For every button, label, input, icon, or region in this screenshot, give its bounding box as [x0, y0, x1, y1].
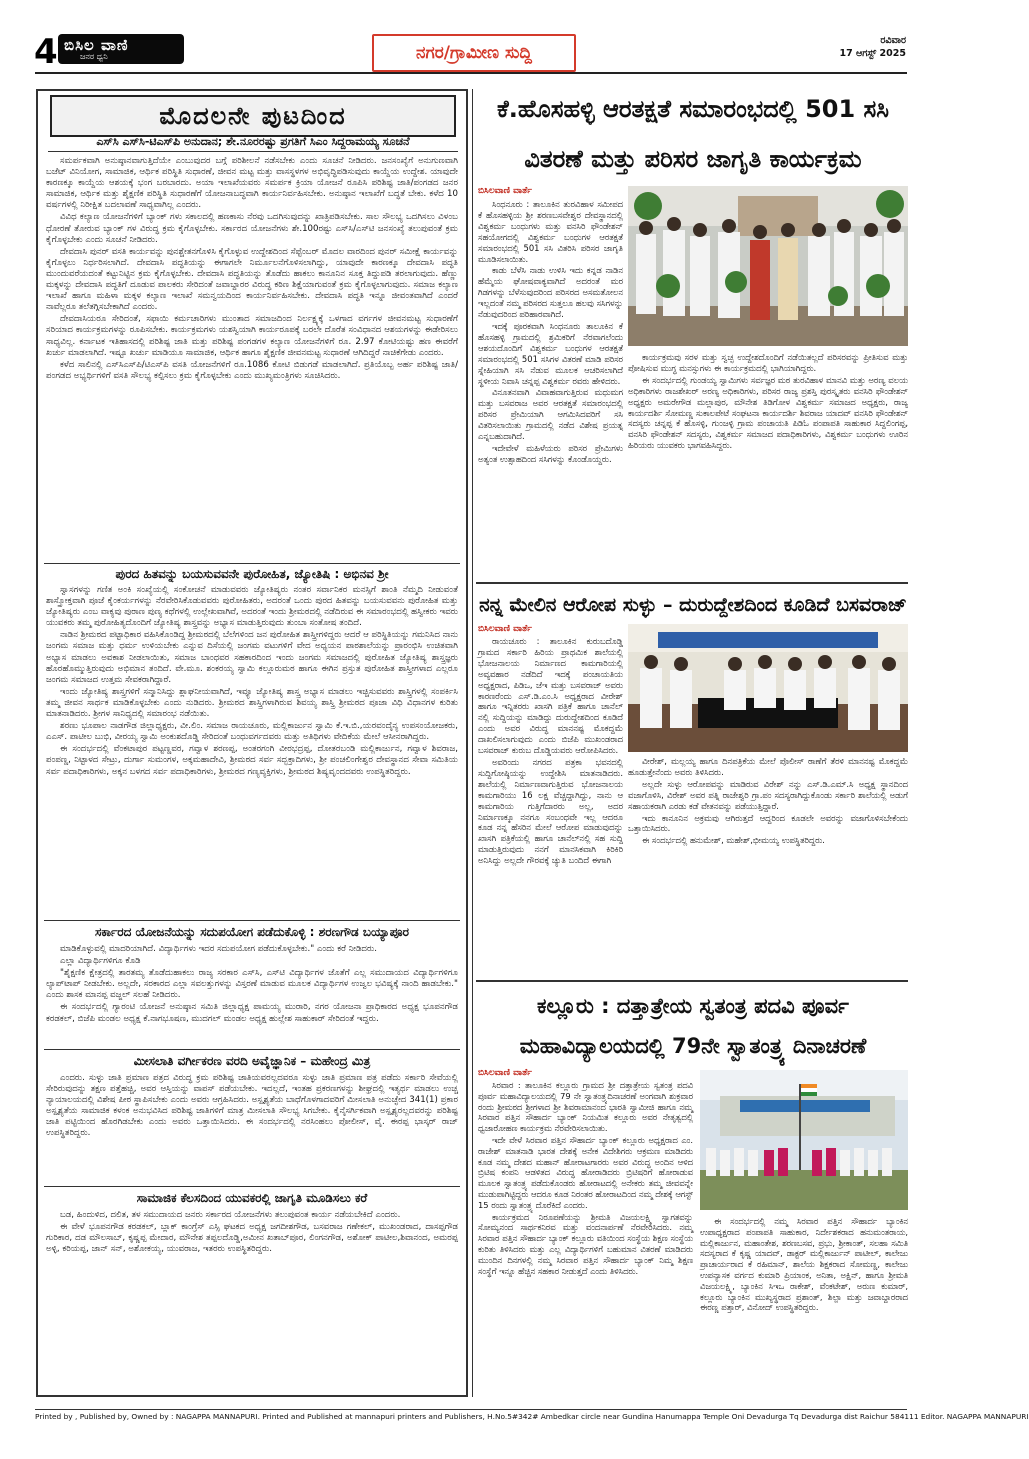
wedding-photo	[628, 186, 908, 346]
paragraph: ಕಳೆದ ಸಾಲಿನಲ್ಲಿ ಎಸ್‌ಸಿಎಸ್‌ಪಿ/ಟಿಎಸ್‌ಪಿ ವಸತಿ ಯೋಜನೆಗಳಿಗೆ ರೂ.1086 ಕೋಟಿ ಬಿಡುಗಡೆ ಮಾಡಲಾಗಿದೆ. ಪ್ರತಿಯೊಬ್ಬ ಅರ್ಹ ಪರಿಶಿಷ್ಟ ಜಾತಿ/ಪಂಗಡದ ಅಭ್ಯರ್ಥಿಗಳಿಗೆ ವಸತಿ ಸೌಲಭ್ಯ ಕಲ್ಪಿಸಲು ಕ್ರಮ ಕೈಗೊಳ್ಳಬೇಕು ಎಂದು ಮುಖ್ಯಮಂತ್ರಿಗಳು ಸೂಚಿಸಿದರು.	[46, 359, 458, 381]
paragraph: ಸಮರ್ಪಕವಾಗಿ ಅನುಷ್ಠಾನವಾಗುತ್ತಿದೆಯೇ ಎಂಬುವುದರ ಬಗ್ಗೆ ಪರಿಶೀಲನೆ ನಡೆಸಬೇಕು ಎಂದು ಸೂಚನೆ ನೀಡಿದರು. ಜನಸಂಖ್ಯೆಗೆ ಅನುಗುಣವಾಗಿ ಬಜೆಟ್ ವಿನಿಯೋಗ, ಸಾಮಾಜಿಕ, ಆರ್ಥಿಕ ಪರಿಸ್ಥಿತಿ ಸುಧಾರಣೆ, ಜೀವನ ಮಟ್ಟ ಮತ್ತು ವಾಸಸ್ಥಳಗಳ ಅಭಿವೃದ್ಧಿಪಡಿಸುವುದು ಕಾಯ್ದೆಯ ಉದ್ದೇಶ. ಯಾವುದೇ ಕಾರಣಕ್ಕೂ ಕಾಯ್ದೆಯ ಆಶಯಕ್ಕೆ ಭಂಗ ಬರಬಾರದು. ಅಯಾ ಇಲಾಖೆಯವರು ಸಮರ್ಪಕ ಕ್ರಿಯಾ ಯೋಜನೆ ರೂಪಿಸಿ ಪರಿಶಿಷ್ಟ ಜಾತಿ/ಪಂಗಡದ ಜನರ ಸಾಮಾಜಿಕ, ಆರ್ಥಿಕ ಮತ್ತು ಶೈಕ್ಷಣಿಕ ಪರಿಸ್ಥಿತಿ ಸುಧಾರಣೆಗೆ ಯೋಜನಾಬದ್ಧವಾಗಿ ಕಾರ್ಯನಿರ್ವಹಿಸಬೇಕು. ಅನುಷ್ಠಾನ ಇಲಾಖೆಗೆ ಬದ್ಧತೆ ಬೇಕು. ಕಳೆದ 10 ವರ್ಷಗಳಲ್ಲಿ ನಿರೀಕ್ಷಿತ ಬದಲಾವಣೆ ಸಾಧ್ಯವಾಗಿಲ್ಲ ಎಂದರು.	[46, 156, 458, 211]
paragraph: ಈ ಸಂದರ್ಭದಲ್ಲಿ ನಮ್ಮ ಸಿರವಾರ ಪತ್ತಿನ ಸೌಹಾರ್ದ ಬ್ಯಾಂಕಿನ ಉಪಾಧ್ಯಕ್ಷರಾದ ಪಂಪಾಪತಿ ಸಾಹುಕಾರ, ನಿರ್ದೇಶಕರಾದ ಹನುಮಂತರಾಯ, ಮಲ್ಲಿಕಾರ್ಜುನ, ಮಹಾಂತೇಶ, ಶರಣಬಸವ, ಪ್ರಭು, ಶ್ರೀಕಾಂತ್, ಸಲಹಾ ಸಮಿತಿ ಸದಸ್ಯರಾದ ಕೆ ಕೃಷ್ಣ ಯಾದವ್, ಡಾಕ್ಟರ್ ಮಲ್ಲಿಕಾರ್ಜುನ್ ಪಾಟೀಲ್, ಕಾಲೇಜು ಪ್ರಾಚಾರ್ಯರಾದ ಕೆ ರಹಿಮಾನ್, ಶಾಲೆಯ ಶಿಕ್ಷಕರಾದ ಸೋಮಣ್ಣ, ಕಾಲೇಜು ಉಪನ್ಯಾಸಕ ವರ್ಗದ ಕುಮಾರಿ ಪ್ರಿಯಾಂಕ, ಅನಿತಾ, ಅಕ್ಷಿನ್, ಹಾಗೂ ಶ್ರೀಮತಿ ವಿಜಯಲಕ್ಷ್ಮಿ, ಬ್ಯಾಂಕಿನ ಸಿಇಒ ರಾಕೇಶ್, ವೆಂಕಟೇಶ್, ಅರುಣ ಕುಮಾರ್, ಕಲ್ಲೂರು ಬ್ಯಾಂಕಿನ ಮುಖ್ಯಸ್ಥರಾದ ಪ್ರಶಾಂತ್, ಶಿಲ್ಪಾ ಮತ್ತು ಜವಾಬ್ದಾರರಾದ ಈರಣ್ಣ ಪತ್ತಾರ್, ವಿನೋದ್ ಉಪಸ್ಥಿತರಿದ್ದರು.	[700, 1216, 908, 1313]
paragraph: ಈ ಸಂದರ್ಭದಲ್ಲಿ ಹನುಮೇಶ್, ಮಹೇಶ್,ಭೀಮಯ್ಯ ಉಪಸ್ಥಿತರಿದ್ದರು.	[642, 835, 825, 846]
paragraph: ದೇವದಾಸಿಯರೂ ಸೇರಿದಂತೆ, ಸಫಾಯಿ ಕರ್ಮಚಾರಿಗಳು ಮುಂತಾದ ಸಮಾಜದಿಂದ ನಿರ್ಲಕ್ಷ್ಯಕ್ಕೆ ಒಳಗಾದ ವರ್ಗಗಳ ಜೀವನಮಟ್ಟ ಸುಧಾರಣೆಗೆ ಸರಿಯಾದ ಕಾರ್ಯಕ್ರಮಗಳನ್ನು ರೂಪಿಸಬೇಕು. ಕಾರ್ಯಕ್ರಮಗಳು ಯಶಸ್ವಿಯಾಗಿ ಕಾರ್ಯರೂಪಕ್ಕೆ ಬರಲೇ ದೊರೆತ ಸಂವಿಧಾನದ ಆಶಯಗಳನ್ನು ಈಡೇರಿಸಲು ಸಾಧ್ಯವಿಲ್ಲ. ಕರ್ನಾಟಕ ಇತಿಹಾಸದಲ್ಲಿ ಪರಿಶಿಷ್ಟ ಜಾತಿ ಮತ್ತು ಪರಿಶಿಷ್ಟ ಪಂಗಡಗಳ ಕಲ್ಯಾಣ ಯೋಜನೆಗಳಿಗೆ ರೂ. 2.97 ಕೋಟಿಯಷ್ಟು ಹಣ ಈವರೆಗೆ ಖರ್ಚು ಮಾಡಲಾಗಿದೆ. ಇಷ್ಟೂ ಖರ್ಚು ಮಾಡಿಯೂ ಸಾಮಾಜಿಕ, ಆರ್ಥಿಕ ಹಾಗೂ ಶೈಕ್ಷಣಿಕ ಜೀವನಮಟ್ಟ ಸುಧಾರಣೆ ಆಗಿದಿದ್ದರೆ ನಾಚಿಕೆಗೇಡು ಎಂದರು.	[46, 314, 458, 358]
story4-body	[46, 1073, 458, 1181]
paragraph: ವೀರೇಶ್, ಮಲ್ಲಯ್ಯ ಹಾಗೂ ದಿನಪತ್ರಿಕೆಯ ಮೇಲೆ ಪೊಲೀಸ್ ಠಾಣೆಗೆ ತೆರಳಿ ಮಾನನಷ್ಟ ಮೊಕದ್ದಮೆ ಹೂಡುತ್ತೇನೆಂದು ಅವರು ತಿಳಿಸಿದರು.	[628, 756, 908, 777]
left-banner: ಮೊದಲನೇ ಪುಟದಿಂದ	[50, 95, 456, 137]
masthead	[58, 34, 184, 64]
story2-body	[46, 585, 458, 915]
paragraph: ಸಿಂಧನೂರು : ತಾಲೂಕಿನ ತುರವಿಹಾಳ ಸಮೀಪದ ಕೆ ಹೊಸಹಳ್ಳಿಯ ಶ್ರೀ ಶರಣಬಸವೇಶ್ವರ ದೇವಸ್ಥಾನದಲ್ಲಿ ವಿಶ್ವಕರ್ಮ ಬಂಧುಗಳು ಮತ್ತು ವನಸಿರಿ ಫೌಂಡೇಶನ್ ಸಹಯೋಗದಲ್ಲಿ ವಿಶ್ವಕರ್ಮ ಬಂಧುಗಳ ಆರತಕ್ಷತೆ ಸಮಾರಂಭದಲ್ಲಿ 501 ಸಸಿ ವಿತರಿಸಿ ಪರಿಸರ ಜಾಗೃತಿ ಮೂಡಿಸಲಾಯಿತು.	[478, 199, 623, 264]
divider	[44, 1049, 460, 1050]
paragraph: ಈ ವೇಳೆ ಭೂಪನಗೌಡ ಕರಡಕಲ್, ಬ್ಲಾಕ್ ಕಾಂಗ್ರೆಸ್ ಎಸ್ಸಿ ಘಟಕದ ಅಧ್ಯಕ್ಷ ಜಗದೀಶಗೌಡ, ಬಸವರಾಜ ಗಣೇಕಲ್, ಮುಖಂಡರಾದ, ದಾಸಪ್ಪಗೌಡ ಗುರಿಕಾರ, ದಡ ಮೌಲಸಾಬ್, ಕೃಷ್ಣಪ್ಪ ಮೇದಾರ, ಮೌನೇಶ ತಪ್ಪಲದೊಡ್ಡಿ,ಅಮೀನ ಖತಾಬ್‌ಪೂರ, ಲಿಂಗನಗೌಡ, ಅಶೋಕ್ ಪಾಟೀಲ,ಶಿವಾನಂದ, ಅಮರಪ್ಪ ಅಳ್ಳಿ, ಕರಿಯಪ್ಪ, ಜಾನ್ ಸನ್, ಅಶೋಕಯ್ಯ, ಯುವರಾಜ, ಇತರರು ಉಪಸ್ಥಿತರಿದ್ದರು.	[46, 1222, 458, 1255]
story4-headline: ಮೀಸಲಾತಿ ವರ್ಗೀಕರಣ ವರದಿ ಅವೈಜ್ಞಾನಿಕ – ಮಹೇಂದ್ರ ಮಿತ್ರ	[133, 1054, 371, 1068]
paragraph: ಕಾರ್ಯಕ್ರಮವು ಸರಳ ಮತ್ತು ಸ್ವಚ್ಛ ಉದ್ದೇಶದೊಂದಿಗೆ ನಡೆಯಿತಲ್ಲದೆ ಪರಿಸರವನ್ನು ಪ್ರೀತಿಸುವ ಮತ್ತು ಪೋಷಿಸುವ ಮುಗ್ಧ ಮನಸ್ಸುಗಳು ಈ ಕಾರ್ಯಕ್ರಮದಲ್ಲಿ ಭಾಗಿಯಾಗಿದ್ದರು.	[628, 352, 908, 373]
paragraph: ಮಾಡಿಕೊಳ್ಳುವಲ್ಲಿ ಮಾದರಿಯಾಗಿದೆ. ವಿದ್ಯಾರ್ಥಿಗಳು ಇದರ ಸದುಪಯೋಗ ಪಡೆದುಕೊಳ್ಳಬೇಕು." ಎಂದು ಕರೆ ನೀಡಿದರು.	[60, 944, 377, 954]
paragraph: ನಾಡಿನ ಶ್ರೀಮಠದ ಪಟ್ಟಾಧಿಕಾರ ವಹಿಸಿಕೊಂಡಿದ್ದ ಶ್ರೀಮಠದಲ್ಲಿ ಬೆಲೆಗಳಿಂದ ಜನ ಪುರೋಹಿತ ಶಾಸ್ತ್ರೀಗಳಿದ್ದರು ಆದರೆ ಆ ಪರಿಸ್ಥಿತಿಯನ್ನು ಗಮನಿಸಿದ ನಾನು ಜಂಗಮ ಸಮಾಜ ಮತ್ತು ಧರ್ಮ ಉಳಿಯಬೇಕು ಎನ್ನುವ ದಿಸೆಯಲ್ಲಿ ಜಂಗಮ ವಟುಗಳಿಗೆ ವೇದ ಅಧ್ಯಯನ ಪಾಠಶಾಲೆಯನ್ನು ಪ್ರಾರಂಭಿಸಿ ಉಚಿತವಾಗಿ ಅಭ್ಯಾಸ ಮಾಡಲು ಅವಕಾಶ ನೀಡಲಾಯಿತು, ಸಮಾಜ ಬಾಂಧವರ ಸಹಕಾರದಿಂದ ಇಂದು ಜಂಗಮ ಸಮಾಜದಲ್ಲಿ ಪುರೋಹಿತ ಜ್ಯೋತಿಷ್ಯ ಶಾಸ್ತ್ರಜ್ಞರು ಹೊರಹೊಮ್ಮುತ್ತಿರುವುದು ಅಭಿಮಾನ ತಂದಿದೆ. ವೇ.ಮೂ. ಶಂಕರಯ್ಯ ಸ್ವಾಮಿ ಕಲ್ಲೂರುಮಠ ಹಾಗೂ ಈಗಿನ ಪ್ರಸ್ತುತ ಪುರೋಹಿತ ಶಾಸ್ತ್ರೀಗಳಾದ ಎಲ್ಲರೂ ಜಂಗಮ ಸಮಾಜದ ಉತ್ತಮ ಸೇವಕರಾಗಿದ್ದಾರೆ.	[46, 630, 458, 685]
paragraph: ಬಡ, ಹಿಂದುಳಿದ, ದಲಿತ, ತಳ ಸಮುದಾಯದ ಜನರು ಸರ್ಕಾರದ ಯೋಜನೆಗಳು ತಲುಪುವಂತ ಕಾರ್ಯ ನಡೆಯಬೇಕಿದೆ ಎಂದರು.	[60, 1210, 401, 1220]
paragraph: ಎಲ್ಲಾ ವಿದ್ಯಾರ್ಥಿಗಳಿಗೂ ಕೊಡಿ	[60, 956, 141, 967]
paragraph: ಅಲ್ಲದೇ ಸುಳ್ಳು ಆರೋಪವನ್ನು ಮಾಡಿರುವ ವಿರೇಶ್ ನನ್ನು ಎಸ್.ಡಿ.ಎಮ್.ಸಿ ಅಧ್ಯಕ್ಷ ಸ್ಥಾನದಿಂದ ವಜಾಗೊಳಿಸಿ, ವಿರೇಶ್ ಅವರ ಪತ್ನಿ ರಾಜೇಶ್ವರಿ ಗ್ರಾ.ಪಂ ಸದಸ್ಯರಾಗಿದ್ದುಕೊಂಡು ಸರ್ಕಾರಿ ಶಾಲೆಯಲ್ಲಿ ಅಡುಗೆ ಸಹಾಯಕರಾಗಿ ಎರಡು ಕಡೆ ವೇತನವನ್ನು ಪಡೆಯುತ್ತಿದ್ದಾರೆ.	[628, 778, 908, 811]
wedding-photo-illustration	[628, 186, 908, 346]
paragraph: ಇದೇ ವೇಳೆ ಸಿರವಾರ ಪತ್ತಿನ ಸೌಹಾರ್ದ ಬ್ಯಾಂಕ್ ಕಲ್ಲೂರು ಅಧ್ಯಕ್ಷರಾದ ಎಂ. ರಾಜೇಶ್ ಮಾತನಾಡಿ ಭಾರತ ದೇಶಕ್ಕೆ ಅನೇಕ ವಿದೇಶಿಗರು ಆಕ್ರಮಣ ಮಾಡಿದರು ಕೂಡ ನಮ್ಮ ದೇಶದ ಮಹಾನ್ ಹೋರಾಟಗಾರರು ಅವರ ವಿರುದ್ಧ ಅಂದಿನ ಆಳಿದ ಬ್ರಿಟಿಷ ಕಂಪನಿ ಆಡಳಿತದ ವಿರುದ್ಧ ಹೋರಾಡಿದರು ಬ್ರಿಟಿಷರಿಗೆ ಹೋರಾಡುವ ಮೂಲಕ ಸ್ವಾತಂತ್ರ್ಯ ಪಡೆದುಕೊಂಡರು ಹೋರಾಟದಲ್ಲಿ ಅನೇಕರು ತಮ್ಮ ಜೀವವನ್ನೇ ಮುಡುಪಾಗಿಟ್ಟಿದ್ದರು ಆದರೂ ಕೂಡ ನಿರಂತರ ಹೋರಾಟದಿಂದ ನಮ್ಮ ದೇಶಕ್ಕೆ ಆಗಸ್ಟ್ 15 ರಂದು ಸ್ವಾತಂತ್ರ್ಯ ದೊರೆಕಿದೆ ಎಂದರು.	[478, 1134, 693, 1210]
right-story2-col2	[628, 756, 908, 974]
paragraph: ಅವರಿಂದು ನಗರದ ಪತ್ರಕಾ ಭವನದಲ್ಲಿ ಸುದ್ದಿಗೋಷ್ಠಿಯನ್ನು ಉದ್ದೇಶಿಸಿ ಮಾತನಾಡಿದರು. ಶಾಲೆಯಲ್ಲಿ ನಿರ್ಮಾಣವಾಗುತ್ತಿರುವ ಭೋಜನಾಲಯ ಕಾಮಗಾರಿಯು 16 ಲಕ್ಷ ವೆಚ್ಚದ್ದಾಗಿದ್ದು, ನಾನು ಆ ಕಾಮಗಾರಿಯ ಗುತ್ತಿಗೆದಾರರು ಅಲ್ಲ, ಅದರ ನಿರ್ಮಾಣಕ್ಕೂ ನನಗೂ ಸಂಬಂಧವೇ ಇಲ್ಲ ಆದರೂ ಕೂಡ ನನ್ನ ಹೆಸರಿನ ಮೇಲೆ ಆರೋಪ ಮಾಡುವುದನ್ನು ಖಾಸಗಿ ಪತ್ರಿಕೆಯಲ್ಲಿ ಹಾಗೂ ಚಾನೆಲ್‌ನಲ್ಲಿ ಸಹ ಸುದ್ದಿ ಮಾಡುತ್ತಿರುವುದು ನನಗೆ ಮಾನಸಿಕವಾಗಿ ಕಿರಿಕಿರಿ ಅನಿಸಿದ್ದು ಅಲ್ಲದೇ ಗೌರವಕ್ಕೆ ಚ್ಯುತಿ ಬಂದಿದೆ ಈಗಾಗಿ	[478, 756, 623, 866]
divider	[44, 563, 460, 564]
divider	[476, 582, 908, 584]
right-story3-headline-line2: ಮಹಾವಿದ್ಯಾಲಯದಲ್ಲಿ 79ನೇ ಸ್ವಾತಂತ್ರ್ಯ ದಿನಾಚರಣೆ	[519, 1034, 867, 1058]
flag-hoisting-photo	[700, 1070, 908, 1210]
section-title: ನಗರ/ಗ್ರಾಮೀಣ ಸುದ್ದಿ	[372, 34, 576, 72]
divider	[44, 920, 460, 921]
right-story1-byline: ಬಿಸಿಲವಾಣಿ ವಾರ್ತೆ	[478, 186, 532, 196]
paragraph: ಎಂದರು. ಸುಳ್ಳು ಜಾತಿ ಪ್ರಮಾಣ ಪತ್ರದ ವಿರುದ್ಧ ಕ್ರಮ ಪರಿಶಿಷ್ಟ ಜಾತಿಯವರಲ್ಲದವರೂ ಸುಳ್ಳು ಜಾತಿ ಪ್ರಮಾಣ ಪತ್ರ ಪಡೆದು ಸರ್ಕಾರಿ ಸೇವೆಯಲ್ಲಿ ಸೇರಿರುವುದನ್ನು ತಕ್ಷಣ ಪತ್ತೆಹಚ್ಚಿ, ಅವರ ಆಸ್ತಿಯನ್ನು ವಾಪಸ್ ಪಡೆಯಬೇಕು. ಇದಲ್ಲದೆ, ಇಂತಹ ಪ್ರಕರಣಗಳನ್ನು ಶೀಘ್ರದಲ್ಲಿ ಇತ್ಯರ್ಥ ಮಾಡಲು ಉಚ್ಚ ನ್ಯಾಯಾಲಯದಲ್ಲಿ ವಿಶೇಷ ಪೀಠ ಸ್ಥಾಪಿಸಬೇಕು ಎಂದು ಅವರು ಆಗ್ರಹಿಸಿದರು. ಅಸ್ಪೃಶ್ಯತೆಯ ಬಾಧೆಗೊಳಗಾದವರಿಗೆ ಮೀಸಲಾತಿ ಅನುಚ್ಛೇದ 341(1) ಪ್ರಕಾರ ಅಸ್ಪೃಶ್ಯತೆಯ ಸಾಮಾಜಿಕ ಕಳಂಕ ಅನುಭವಿಸಿದ ಪರಿಶಿಷ್ಟ ಜಾತಿಗಳಿಗೆ ಮಾತ್ರ ಮೀಸಲಾತಿ ಸೌಲಭ್ಯ ಸಿಗಬೇಕು. ಕೈನೈಸರ್ಗಿಕವಾಗಿ ಅಸ್ಪೃಶ್ಯರಲ್ಲದವರನ್ನು ಪರಿಶಿಷ್ಟ ಜಾತಿ ಪಟ್ಟಿಯಿಂದ ಹೊರಗಿಡಬೇಕು ಎಂದು ಅವರು ಒತ್ತಾಯಿಸಿದರು. ಈ ಸಂದರ್ಭದಲ್ಲಿ ನರಸಿಂಹಲು ಪೋಲೀಸ್, ವೈ. ಈರಪ್ಪ ಭಾಸ್ಕರ್ ರಾಜ್ ಉಪಸ್ಥಿತರಿದ್ದರು.	[46, 1073, 458, 1139]
column-divider	[472, 89, 473, 1397]
story2-headline: ಪುರದ ಹಿತವನ್ನು ಬಯಸುವವನೇ ಪುರೋಹಿತ, ಜ್ಯೋತಿಷಿ : ಅಭಿನವ ಶ್ರೀ	[115, 567, 389, 581]
header-rule	[35, 72, 907, 74]
paragraph: ಸ್ವಾಸಗಳನ್ನು ಗಣಿತ ಅಂಕಿ ಸಂಖ್ಯೆಯಲ್ಲಿ ಸಂಕೋಚನೆ ಮಾಡುವವರು ಜ್ಯೋತಿಷ್ಯರು ನಂತರ ಸರ್ವಾನಿಕರ ಮನಸ್ಸಿಗೆ ಶಾಂತಿ ನೆಮ್ಮದಿ ನೀಡುವಂತೆ ಶಾಸ್ತ್ರೋಕ್ತವಾಗಿ ಪೂಜೆ ಕೈಂಕರ್ಯಗಳನ್ನು ನೆರವೇರಿಸಿಕೊಡುವವರು ಪುರೋಹಿತರು, ಅದರಂತೆ ಒಂದು ಪುರದ ಹಿತವನ್ನು ಬಯಸುವವನು ಪುರೋಹಿತ ಮತ್ತು ಜ್ಯೋತಿಷ್ಯರು ಎಂಬ ವಾಕ್ಯವು ಪುರಾಣ ಪುಣ್ಯ ಕಥೆಗಳಲ್ಲಿ ಉಲ್ಲೇಖವಾಗಿವೆ, ಅದರಂತೆ ಇಂದು ಶ್ರೀಮಠದಲ್ಲಿ ನಡೆದಿರುವ ಈ ಸಮಾರಂಭದಲ್ಲಿ ಹಸ್ವೀಕರು ಇವರು ಯುವಕರು ತಮ್ಮ ಪುರೋಹಿತ್ಯದೊಂದಿಗೆ ಜ್ಯೋತಿಷ್ಯ ಶಾಸ್ತ್ರವನ್ನು ಅಭ್ಯಾಸ ಮಾಡುತ್ತಿರುವುದು ತುಂಬಾ ಸಂತೋಷ ತಂದಿದೆ.	[46, 585, 458, 629]
right-story3-headline-line1: ಕಲ್ಲೂರು : ದತ್ತಾತ್ರೇಯ ಸ್ವತಂತ್ರ ಪದವಿ ಪೂರ್ವ	[537, 994, 849, 1018]
date-block	[812, 34, 906, 60]
paragraph: ಇದಕ್ಕೆ ಪೂರಕವಾಗಿ ಸಿಂಧನೂರು ತಾಲೂಕಿನ ಕೆ ಹೊಸಹಳ್ಳಿ ಗ್ರಾಮದಲ್ಲಿ ಶ್ರಮಿಕರಿಗೆ ನೆರವಾಗಲೆಂದು ಆಶಯದೊಂದಿಗೆ ವಿಶ್ವಕರ್ಮ ಬಂಧುಗಳ ಆರತಕ್ಷತೆ ಸಮಾರಂಭದಲ್ಲಿ 501 ಸಸಿಗಳ ವಿತರಣೆ ಮಾಡಿ ಪರಿಸರ ಸ್ನೇಹಿಯಾಗಿ ಸಸಿ ನೆಡುವ ಮೂಲಕ ಆಚರಿಸಲಾಗಿದೆ ಸ್ಥಳೀಯ ನಿವಾಸಿ ಚನ್ನಪ್ಪ ವಿಶ್ವಕರ್ಮ ರವರು ಹೇಳಿದರು.	[478, 320, 623, 386]
right-story2-headline: ನನ್ನ ಮೇಲಿನ ಆರೋಪ ಸುಳ್ಳು – ದುರುದ್ದೇಶದಿಂದ ಕೂಡಿದೆ ಬಸವರಾಜ್	[479, 594, 907, 616]
right-story1-col1	[478, 199, 623, 579]
paragraph: ಈ ಸಂದರ್ಭದಲ್ಲಿ ಗ್ಯಾರಂಟಿ ಯೋಜನೆ ಅನುಷ್ಠಾನ ಸಮಿತಿ ಜಿಲ್ಲಾಧ್ಯಕ್ಷ ಪಾಮಯ್ಯ ಮುರಾರಿ, ನಗರ ಯೋಜನಾ ಪ್ರಾಧಿಕಾರದ ಅಧ್ಯಕ್ಷ ಭೂಪನಗೌಡ ಕರಡಕಲ್, ಬಿಜೆಪಿ ಮಂಡಲ ಅಧ್ಯಕ್ಷ ಕೆ.ನಾಗಭೂಷಣ, ಮುದಗಲ್ ಮಂಡಲ ಅಧ್ಯಕ್ಷ ಹುಲ್ಲೇಶ ಸಾಹುಕಾರ್ ಸೇರಿದಂತೆ ಇದ್ದರು.	[46, 1002, 458, 1024]
story3-body	[46, 944, 458, 1044]
press-meet-photo	[628, 624, 908, 752]
right-story1-col2	[628, 352, 908, 580]
right-story1-headline-line2: ವಿತರಣೆ ಮತ್ತು ಪರಿಸರ ಜಾಗೃತಿ ಕಾರ್ಯಕ್ರಮ	[524, 145, 862, 173]
paragraph: ಈ ಸಂದರ್ಭದಲ್ಲಿ ಗುಂಡಯ್ಯ ಸ್ವಾಮಿಗಳು ಸರ್ವಜ್ಞರ ಮಠ ತುರವಿಹಾಳ ಮಾನವಿ ಮತ್ತು ಅರಣ್ಯ ವಲಯ ಅಧಿಕಾರಿಗಳು ರಾಜಶೇಖರ್ ಅರಣ್ಯ ಅಧಿಕಾರಿಗಳು, ಪರಿಸರ ರಾಜ್ಯ ಪ್ರಶಸ್ತಿ ಪುರಸ್ಕೃತರು ವನಸಿರಿ ಫೌಂಡೇಶನ್ ಅಧ್ಯಕ್ಷರು ಅಮರೇಗೌಡ ಮಲ್ಲಾಪುರ, ಮೌನೇಶ ತಿಡಿಗೋಳ ವಿಶ್ವಕರ್ಮ ಸಮಾಜದ ಅಧ್ಯಕ್ಷರು, ರಾಜ್ಯ ಕಾರ್ಯದರ್ಶಿ ಸೋಮಣ್ಣ ಸುಕಾಲಪೇಟೆ ಸಂಘಟನಾ ಕಾರ್ಯದರ್ಶಿ ಶಿವರಾಜ ಯಾದವ್ ವನಸಿರಿ ಫೌಂಡೇಶನ್ ಸದಸ್ಯರು ಚನ್ನಪ್ಪ ಕೆ ಹೊಸಳ್ಳಿ, ಗುಂಜಳ್ಳಿ ಗ್ರಾಮ ಪಂಚಾಯತಿ ಪಿಡಿಓ ಪಂಪಾಪತಿ ಸಾಹುಕಾರ ಸಿದ್ದಲಿಂಗಪ್ಪ, ವನಸಿರಿ ಫೌಂಡೇಶನ್ ಸದಸ್ಯರು, ವಿಶ್ವಕರ್ಮ ಸಮಾಜದ ಪದಾಧಿಕಾರಿಗಳು, ವಿಶ್ವಕರ್ಮ ಬಂಧುಗಳು ಊರಿನ ಹಿರಿಯರು ಯುವಕರು ಭಾಗವಹಿಸಿದ್ದರು.	[628, 374, 908, 451]
paragraph: ಈ ಸಂದರ್ಭದಲ್ಲಿ ವೆಂಕಟಾಪುರ ಪಟ್ಟಣ್ಣವರ, ಗವ್ವಾಳ ಶರಣಪ್ಪ, ಅಂತರಗಂಗಿ ವೀರಭದ್ರಪ್ಪ, ದೋತರಬಂಡಿ ಮಲ್ಲಿಕಾರ್ಜುನ, ಗವ್ವಾಳ ಶಿವರಾಜ, ಪಂಪಣ್ಣ, ನಿಟ್ಟಾಳದ ಸೇಟ್ರು, ದುರ್ಗಾ ಸುಮಂಗಳ, ಅಕ್ಕಮಹಾದೇವಿ, ಶ್ರೀಮಠದ ಸರ್ವ ಸದ್ಭಕ್ತಾದಿಗಳು, ಶ್ರೀ ಪಂಚಲಿಂಗೇಶ್ವರ ದೇವಸ್ಥಾನದ ಸೇವಾ ಸಮಿತಿಯ ಸರ್ವ ಪದಾಧಿಕಾರಿಗಳು, ಅಕ್ಕನ ಬಳಗದ ಸರ್ವ ಪದಾಧಿಕಾರಿಗಳು, ಶ್ರೀಮಠದ ಗಣ್ಯವ್ಯಕ್ತಿಗಳು, ಶ್ರೀಮಠದ ಶಿಷ್ಯವೃಂದದವರು ಉಪಸ್ಥಿತರಿದ್ದರು.	[46, 744, 458, 777]
right-story2-col1	[478, 636, 623, 976]
story5-headline: ಸಾಮಾಜಿಕ ಕೆಲಸದಿಂದ ಯುವಕರಲ್ಲಿ ಜಾಗೃತಿ ಮೂಡಿಸಲು ಕರೆ	[136, 1191, 368, 1205]
paragraph: ಇದೇವೇಳೆ ಮಹಿಳೆಯರು ಪರಿಸರ ಪ್ರೇಮಿಗಳು ಅತ್ಯಂತ ಉತ್ಸಾಹದಿಂದ ಸಸಿಗಳನ್ನು ಕೊಂಡೊಯ್ದರು.	[478, 442, 623, 464]
paragraph: ದೇವದಾಸಿ ಪುನರ್ ವಸತಿ ಕಾರ್ಯವನ್ನು ಪುನಶ್ಚೇತನಗೊಳಿಸಿ ಕೈಗೊಳ್ಳುವ ಉದ್ದೇಶದಿಂದ ಸೆಪ್ಟೆಂಬರ್ ಮೊದಲ ವಾರದಿಂದ ಪುನರ್ ಸಮೀಕ್ಷೆ ಕಾರ್ಯವನ್ನು ಕೈಗೊಳ್ಳಲು ನಿರ್ಧರಿಸಲಾಗಿದೆ. ದೇವದಾಸಿ ಪದ್ಧತಿಯನ್ನು ಈಗಾಗಲೇ ನಿರ್ಮೂಲನೆಗೊಳಿಸಲಾಗಿದ್ದು, ಯಾವುದೇ ಕಾರಣಕ್ಕೂ ದೇವದಾಸಿ ಪದ್ಧತಿ ಮುಂದುವರೆಯದಂತೆ ಕಟ್ಟುನಿಟ್ಟಿನ ಕ್ರಮ ಕೈಗೊಳ್ಳಬೇಕು. ದೇವದಾಸಿ ಪದ್ಧತಿಯನ್ನು ತೊಡೆದು ಹಾಕಲು ಕಾನೂನಿನ ಸೂಕ್ತ ತಿದ್ದುಪಡಿ ತರಲಾಗುವುದು. ಹೆಣ್ಣು ಮಕ್ಕಳನ್ನು ದೇವದಾಸಿ ಪದ್ಧತಿಗೆ ದೂಡುವ ಪಾಲಕರು ಸೇರಿದಂತೆ ಜವಾಬ್ದಾರರ ವಿರುದ್ಧ ಕಠಿಣ ಶಿಕ್ಷೆಯಾಗುವಂತೆ ಕ್ರಮ ಕೈಗೊಳ್ಳಲಾಗುವುದು. ಸಮಾಜ ಕಲ್ಯಾಣ ಇಲಾಖೆ ಹಾಗೂ ಮಹಿಳಾ ಮಕ್ಕಳ ಕಲ್ಯಾಣ ಇಲಾಖೆ ಸಮನ್ವಯದಿಂದ ಕಾರ್ಯನಿರ್ವಹಿಸಬೇಕು. ದೇವದಾಸಿ ಪದ್ಧತಿ ಇನ್ನೂ ಜೀವಂತವಾಗಿದೆ ಎಂದರೆ ನಾವೆಲ್ಲರೂ ತಲೆತಗ್ಗಿಸಬೇಕಾಗಿದೆ ಎಂದರು.	[46, 246, 458, 313]
paragraph: ವಿನೂತನವಾಗಿ ವಿವಾಹವಾಗುತ್ತಿರುವ ಮಧುಮಗ ಮತ್ತು ಬಸವರಾಜ ಅವರ ಆರತಕ್ಷತೆ ಸಮಾರಂಭದಲ್ಲಿ ಪರಿಸರ ಪ್ರೇಮಿಯಾಗಿ ಆಗಮಿಸಿದವರಿಗೆ ಸಸಿ ವಿತರಿಸಲಾಯಿತು ಗ್ರಾಮದಲ್ಲಿ ನಡೆದ ವಿಶೇಷ ಪ್ರಯತ್ನ ಎನ್ನಬಹುದಾಗಿದೆ.	[478, 387, 623, 442]
paragraph: ಸಿರವಾರ : ತಾಲೂಕಿನ ಕಲ್ಲೂರು ಗ್ರಾಮದ ಶ್ರೀ ದತ್ತಾತ್ರೇಯ ಸ್ವತಂತ್ರ ಪದವಿ ಪೂರ್ವ ಮಹಾವಿದ್ಯಾಲಯದಲ್ಲಿ 79 ನೇ ಸ್ವಾತಂತ್ರ್ಯದಿನಾಚರಣೆ ಅಂಗವಾಗಿ ಶುಕ್ರವಾರ ರಂದು ಶ್ರೀಮಠದ ಶ್ರೀಗಳಾದ ಶ್ರೀ ಶಿವರಾಮಾನಂದ ಭಾರತಿ ಸ್ವಾಮೀಜಿ ಹಾಗೂ ನಮ್ಮ ಸಿರವಾರ ಪತ್ತಿನ ಸೌಹಾರ್ದ ಬ್ಯಾಂಕ್ ನಿಯಮಿತ ಕಲ್ಲೂರು ಅವರ ನೇತೃತ್ವದಲ್ಲಿ ಧ್ವಜಾರೋಹಣ ಕಾರ್ಯಕ್ರಮ ನೆರವೇರಿಸಲಾಯಿತು.	[478, 1080, 693, 1134]
story1-body	[46, 156, 458, 559]
paragraph: ವಿವಿಧ ಕಲ್ಯಾಣ ಯೋಜನೆಗಳಿಗೆ ಬ್ಯಾಂಕ್ ಗಳು ಸಕಾಲದಲ್ಲಿ ಹಣಕಾಸು ನೆರವು ಒದಗಿಸುವುದನ್ನು ಖಾತ್ರಿಪಡಿಸಬೇಕು. ಸಾಲ ಸೌಲಭ್ಯ ಒದಗಿಸಲು ವಿಳಂಬ ಧೋರಣೆ ತೋರುವ ಬ್ಯಾಂಕ್ ಗಳ ವಿರುದ್ಧ ಕ್ರಮ ಕೈಗೊಳ್ಳಬೇಕು. ಸರ್ಕಾರದ ಯೋಜನೆಗಳು ಶೇ.100ರಷ್ಟು ಎಸ್‌ಸಿ/ಎಸ್‌ಟಿ ಜನಸಂಖ್ಯೆ ತಲುಪುವಂತೆ ಕ್ರಮ ಕೈಗೊಳ್ಳಬೇಕು ಎಂದು ಸೂಚನೆ ನೀಡಿದರು.	[46, 212, 458, 245]
divider	[476, 980, 908, 982]
paragraph: ಶರಣು ಭೂಪಾಲ ನಾಡಗೌಡ ಜಿಲ್ಲಾಧ್ಯಕ್ಷರು, ವೀ.ಲಿಂ. ಸಮಾಜ ರಾಯಚೂರು, ಮಲ್ಲಿಕಾರ್ಜುನ ಸ್ವಾಮಿ ಕೆ.ಇ.ಬಿ.,ಯರವಂದೈನ್ಯ ಉಪಸಂಯೋಜಕರು, ಎಎಸ್. ಪಾಟೀಲ ಬುಭಿ, ವೀರಯ್ಯ ಸ್ವಾಮಿ ಅಂಕುಶದೊಡ್ಡಿ ಸೇರಿದಂತೆ ಬಂಧುವರ್ಗದವರು ಮತ್ತು ಅತಿಥಿಗಳು ವೇದಿಕೆಯ ಮೇಲೆ ಆಸೀನರಾಗಿದ್ದರು.	[46, 721, 458, 743]
paragraph: ಕಾರ್ಯಕ್ರಮದ ನಿರೂಪಣೆಯನ್ನು ಶ್ರೀಮತಿ ವಿಜಯಲಕ್ಷ್ಮಿ ಸ್ವಾಗತವನ್ನು ಸೋಮ್ಯನಂದ ಸಾರ್ಥಕನಿರವ ಮತ್ತು ವಂದನಾರ್ಪಣೆ ನೆರವೇರಿಸಿದರು. ನಮ್ಮ ಸಿರವಾರ ಪತ್ತಿನ ಸೌಹಾರ್ದ ಬ್ಯಾಂಕ್ ಕಲ್ಲೂರು ವತಿಯಿಂದ ಸಂಸ್ಥೆಯ ಶಿಕ್ಷಣ ಸಂಸ್ಥೆಯ ಕುರಿತು ತಿಳಿಸಿದರು ಮತ್ತು ಎಲ್ಲ ವಿದ್ಯಾರ್ಥಿಗಳಿಗೆ ಬಹುಮಾನ ವಿತರಣೆ ಮಾಡಿದರು ಮುಂದಿನ ದಿನಗಳಲ್ಲಿ ನಮ್ಮ ಸಿರವಾರ ಪತ್ತಿನ ಸೌಹಾರ್ದ ಬ್ಯಾಂಕ್ ನಿಮ್ಮ ಶಿಕ್ಷಣ ಸಂಸ್ಥೆಗೆ ಇನ್ನೂ ಹೆಚ್ಚಿನ ಸಹಕಾರ ನೀಡುತ್ತದೆ ಎಂದು ತಿಳಿಸಿದರು.	[478, 1211, 693, 1276]
masthead-tagline: ಜನರ ಧ್ವನಿ	[80, 52, 108, 61]
paragraph: ಇದು ಕಾನೂನಿನ ಅಕ್ರಮವು ಆಗಿರುತ್ತದೆ ಆದ್ದರಿಂದ ಕೂಡಲೇ ಅವರನ್ನು ವಜಾಗೊಳಿಸಬೇಕೆಂದು ಒತ್ತಾಯಿಸಿದರು.	[628, 812, 908, 834]
imprint-footer: Printed by , Published by, Owned by : NAGAPPA MANNAPURI. Printed and Published at mannapuri printers and Publishers, H.No.5#342# Ambedkar circle near Gundina Hanumappa Temple Oni Devadurga Tq Devadurga dist Raichur 584111 Editor. NAGAPPA MANNAPURI	[35, 1409, 907, 1423]
divider	[44, 1186, 460, 1187]
flag-hoisting-illustration	[700, 1070, 908, 1210]
right-story2-byline: ಬಿಸಿಲವಾಣಿ ವಾರ್ತೆ	[478, 624, 532, 634]
right-story3-byline: ಬಿಸಿಲವಾಣಿ ವಾರ್ತೆ	[478, 1068, 532, 1078]
masthead-name: ಬಿಸಿಲ ವಾಣಿ	[64, 36, 129, 54]
day-label: ರವಿವಾರ	[880, 35, 906, 46]
page-number: 4	[34, 32, 58, 72]
date-label: 17 ಆಗಸ್ಟ್ 2025	[839, 48, 906, 59]
right-story3-col1	[478, 1080, 693, 1398]
paragraph: "ಶೈಕ್ಷಣಿಕ ಕ್ಷೇತ್ರದಲ್ಲಿ ತಾರತಮ್ಯ ತೊಡೆದುಹಾಕಲು ರಾಜ್ಯ ಸರಕಾರ ಎಸ್‌ಸಿ, ಎಸ್‌ಟಿ ವಿದ್ಯಾರ್ಥಿಗಳ ಜೊತೆಗೆ ಎಲ್ಲ ಸಮುದಾಯದ ವಿದ್ಯಾರ್ಥಿಗಳಿಗೂ ಲ್ಯಾಪ್‌ಟಾಪ್ ನೀಡಬೇಕು. ಅಲ್ಲದೇ, ಸರಕಾರದ ಎಲ್ಲಾ ಸವಲತ್ತುಗಳನ್ನು ವಿಸ್ತರಣೆ ಮಾಡುವ ಮೂಲಕ ವಿದ್ಯಾರ್ಥಿಗಳ ಉಜ್ವಲ ಭವಿಷ್ಯಕ್ಕೆ ನಾಂದಿ ಹಾಡಬೇಕು." ಎಂದು ಶಾಸಕ ಮಾನಪ್ಪ ವಜ್ಜಲ್ ಸಲಹೆ ನೀಡಿದರು.	[46, 968, 458, 1001]
paragraph: ಕಾಡು ಬೆಳೆಸಿ ನಾಡು ಉಳಿಸಿ ಇದು ಕನ್ನಡ ನಾಡಿನ ಹೆಮ್ಮೆಯ ಘೋಷವಾಕ್ಯವಾಗಿದೆ ಅದರಂತೆ ಮರ ಗಿಡಗಳನ್ನು ಬೆಳೆಸುವುದರಿಂದ ಪರಿಸರದ ಅಸಮತೋಲನ ಇಲ್ಲದಂತೆ ನಮ್ಮ ಪರಿಸರದ ಸುತ್ತಲೂ ಹಲವು ಸಸಿಗಳನ್ನು ನೆಡುವುದರಿಂದ ಪರಿಹಾರವಾಗಿದೆ.	[478, 265, 623, 320]
press-meet-illustration	[628, 624, 908, 752]
right-story1-headline-line1: ಕೆ.ಹೊಸಹಳ್ಳಿ ಆರತಕ್ಷತೆ ಸಮಾರಂಭದಲ್ಲಿ 501 ಸಸಿ	[496, 95, 890, 123]
paragraph: ರಾಯಚೂರು : ತಾಲೂಕಿನ ಕುರುಬದೊಡ್ಡಿ ಗ್ರಾಮದ ಸರ್ಕಾರಿ ಹಿರಿಯ ಪ್ರಾಥಮಿಕ ಶಾಲೆಯಲ್ಲಿ ಭೋಜನಾಲಯ ನಿರ್ಮಾಣದ ಕಾಮಗಾರಿಯಲ್ಲಿ ಅವ್ಯವಹಾರ ನಡೆದಿದೆ ಇದಕ್ಕೆ ಪಂಚಾಯತಿಯ ಅಧ್ಯಕ್ಷರಾದ, ಪಿಡಿಒ, ಜೆಇ ಮತ್ತು ಬಸವರಾಜ್ ಅವರು ಕಾರಣರೆಂದು ಎಸ್.ಡಿ.ಎಂ.ಸಿ ಅಧ್ಯಕ್ಷರಾದ ವೀರೇಶ್ ಹಾಗೂ ಇನ್ನಿತರರು ಖಾಸಗಿ ಪತ್ರಿಕೆ ಹಾಗೂ ಚಾನೆಲ್ ನಲ್ಲಿ ಸುದ್ದಿಯನ್ನು ಮಾಡಿದ್ದು ದುರುದ್ದೇಶದಿಂದ ಕೂಡಿದೆ ಎಂದು ಅವರ ವಿರುದ್ಧ ಮಾನನಷ್ಟ ಮೊಕದ್ದಮೆ ದಾಖಲಿಸಲಾಗುವುದು ಎಂದು ಬಿಜೆಪಿ ಮುಖಂಡರಾದ ಬಸವರಾಜ್ ಕುರುಬ ದೊಡ್ಡಿಯವರು ಆರೋಪಿಸಿದರು.	[478, 636, 623, 756]
story3-headline: ಸರ್ಕಾರದ ಯೋಜನೆಯನ್ನು ಸದುಪಯೋಗ ಪಡೆದುಕೊಳ್ಳಿ : ಶರಣಗೌಡ ಬಯ್ಯಾಪೂರ	[95, 925, 409, 939]
right-story3-col2	[700, 1216, 908, 1398]
paragraph: ಇಂದು ಜ್ಯೋತಿಷ್ಯ ಶಾಸ್ತ್ರಗಳಿಗೆ ಸನ್ಮಾನಿಸಿದ್ದು ಶ್ಲಾಘನೀಯವಾಗಿದೆ, ಇವ್ಯೂ ಜ್ಯೋತಿಷ್ಯ ಶಾಸ್ತ್ರ ಅಭ್ಯಾಸ ಮಾಡಲು ಇಚ್ಚಿಸುವವರು ಶಾಸ್ತ್ರಿಗಳಲ್ಲಿ ಸಂಪರ್ಕಿಸಿ ತಮ್ಮ ಜೀವನ ಸಾರ್ಥಕ ಮಾಡಿಕೊಳ್ಳಬೇಕು ಎಂದು ನುಡಿದರು. ಶ್ರೀಮಠದ ಶಾಸ್ತ್ರಿಗಳಾಗಿರುವ ಶಿವಯ್ಯ ಶಾಸ್ತ್ರಿ ಶ್ರೀಮಠದ ಪೂಜಾ ವಿಧಿ ವಿಧಾನಗಳ ಕುರಿತು ಮಾತನಾಡಿದರು. ಶ್ರೀಗಳ ಸಾನಿಧ್ಯದಲ್ಲಿ ಸಮಾರಂಭ ನಡೆಯಿತು.	[46, 686, 458, 720]
story5-body	[46, 1210, 458, 1390]
story1-headline: ಎಸ್‌ಸಿ ಎಸ್‌ಸಿ-ಟಿಎಸ್‌ಪಿ ಅನುದಾನ; ಶೇ.ನೂರರಷ್ಟು ಪ್ರಗತಿಗೆ ಸಿಎಂ ಸಿದ್ದರಾಮಯ್ಯ ಸೂಚನೆ	[48, 135, 458, 152]
